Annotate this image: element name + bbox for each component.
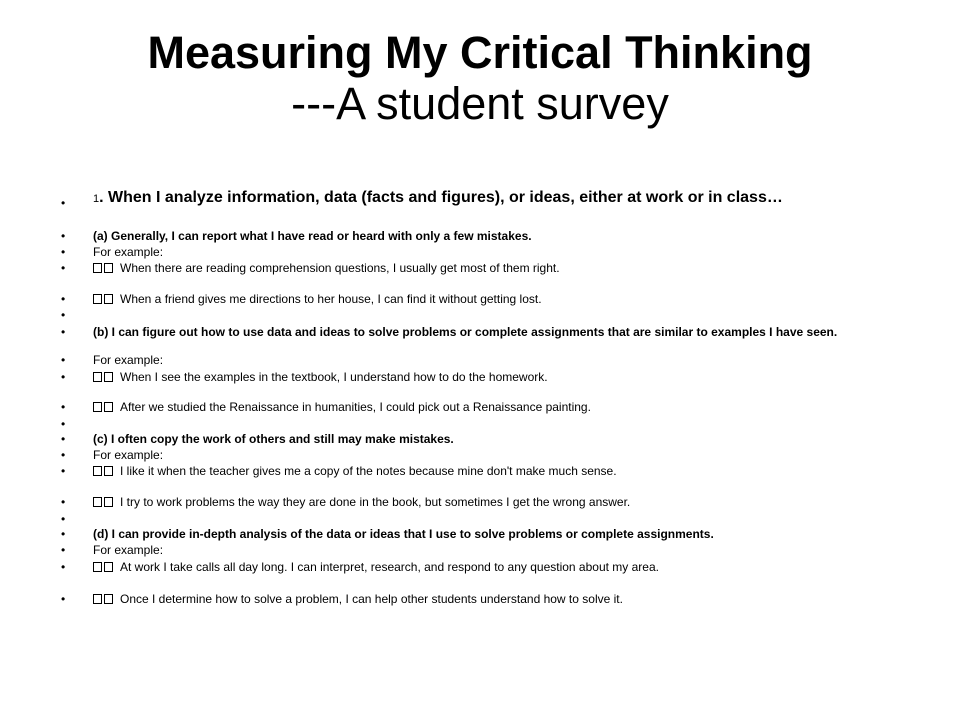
title-main: Measuring My Critical Thinking <box>147 27 813 78</box>
example-text: At work I take calls all day long. I can interpret, research, and respond to any question about my area. <box>120 560 659 574</box>
example-text: When a friend gives me directions to her house, I can find it without getting lost. <box>120 292 542 306</box>
checkbox-icon[interactable] <box>93 371 115 384</box>
title-subtitle: ---A student survey <box>291 78 669 129</box>
checkbox-icon[interactable] <box>93 465 115 478</box>
for-example-label: For example: <box>93 448 164 462</box>
bullet-dot: • <box>61 495 66 509</box>
checkbox-icon[interactable] <box>93 401 115 414</box>
option-a-statement: (a) Generally, I can report what I have read or heard with only a few mistakes. <box>93 229 532 243</box>
checkbox-icon[interactable] <box>93 561 115 574</box>
example-text: After we studied the Renaissance in humanities, I could pick out a Renaissance painting. <box>120 400 591 414</box>
bullet-dot: • <box>61 448 66 462</box>
bullet-dot: • <box>61 417 66 431</box>
example-item <box>93 262 893 275</box>
bullet-dot: • <box>61 370 66 384</box>
example-text: When I see the examples in the textbook, I understand how to do the homework. <box>120 370 548 384</box>
question-text: . When I analyze information, data (facts and figures), or ideas, either at work or in class… <box>99 189 783 206</box>
bullet-dot: • <box>61 527 66 541</box>
bullet-dot: • <box>61 512 66 526</box>
bullet-dot: • <box>61 400 66 414</box>
option-c-statement: (c) I often copy the work of others and still may make mistakes. <box>93 432 454 446</box>
for-example-label: For example: <box>93 543 164 557</box>
example-text: I try to work problems the way they are done in the book, but sometimes I get the wrong answer. <box>120 495 631 509</box>
example-item <box>93 496 893 509</box>
checkbox-icon[interactable] <box>93 262 115 275</box>
example-item <box>93 561 893 574</box>
for-example-label: For example: <box>93 353 164 367</box>
example-text: I like it when the teacher gives me a copy of the notes because mine don't make much sense. <box>120 464 617 478</box>
checkbox-icon[interactable] <box>93 496 115 509</box>
example-item <box>93 465 893 478</box>
bullet-dot: • <box>61 432 66 446</box>
example-item <box>93 401 893 414</box>
question-number: 1 <box>93 193 100 205</box>
example-item <box>93 593 893 606</box>
for-example-label: For example: <box>93 245 164 259</box>
example-item <box>93 293 893 306</box>
bullet-dot: • <box>61 543 66 557</box>
bullet-dot: • <box>61 464 66 478</box>
bullet-dot: • <box>61 261 66 275</box>
bullet-dot: • <box>61 292 66 306</box>
option-b-statement: (b) I can figure out how to use data and ideas to solve problems or complete assignments that are similar to examples I have seen. <box>93 325 838 339</box>
bullet-dot: • <box>61 196 66 210</box>
question-1 <box>93 189 893 208</box>
bullet-dot: • <box>61 245 66 259</box>
bullet-dot: • <box>61 592 66 606</box>
example-item <box>93 371 893 384</box>
example-text: When there are reading comprehension questions, I usually get most of them right. <box>120 261 560 275</box>
bullet-dot: • <box>61 560 66 574</box>
bullet-dot: • <box>61 308 66 322</box>
checkbox-icon[interactable] <box>93 593 115 606</box>
checkbox-icon[interactable] <box>93 293 115 306</box>
bullet-dot: • <box>61 325 66 339</box>
option-d-statement: (d) I can provide in-depth analysis of the data or ideas that I use to solve problems or complete assignments. <box>93 527 714 541</box>
bullet-dot: • <box>61 353 66 367</box>
example-text: Once I determine how to solve a problem, I can help other students understand how to solve it. <box>120 592 623 606</box>
bullet-dot: • <box>61 229 66 243</box>
